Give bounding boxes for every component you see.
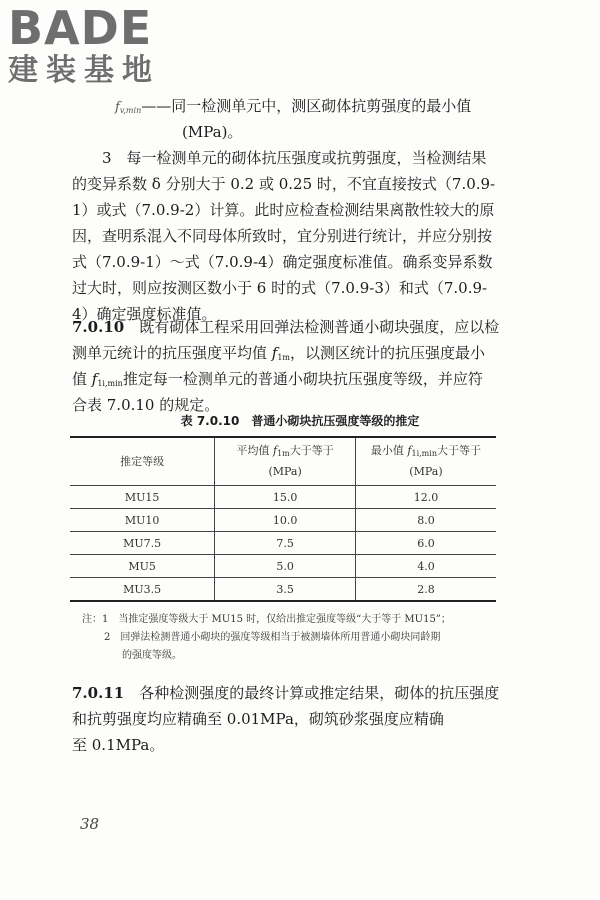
- para3-line-5: 式（7.0.9-1）～式（7.0.9-4）确定强度标准值。确系变异系数: [72, 253, 493, 271]
- table-row: MU15 15.0 12.0: [70, 486, 496, 509]
- para3-line-2: 的变异系数 δ 分别大于 0.2 或 0.25 时，不宜直接按式（7.0.9-: [72, 175, 496, 193]
- header-mean: 平均值 $f_{1m}$大于等于 (MPa): [215, 437, 356, 486]
- table-note-2: 2 回弹法检测普通小砌块的强度等级相当于被测墙体所用普通小砌块同龄期: [104, 632, 441, 643]
- table-caption: 表 7.0.10 普通小砌块抗压强度等级的推定: [180, 414, 420, 428]
- para3-line-6: 过大时，则应按测区数小于 6 时的式（7.0.9-3）和式（7.0.9-: [72, 279, 488, 297]
- logo-latin-text: BADE: [8, 1, 153, 55]
- table-note-1: 注：1 当推定强度等级大于 MU15 时，仅给出推定强度等级“大于等于 MU15”；: [82, 614, 451, 625]
- para3-line-4: 因，查明系混入不同母体所致时，宜分别进行统计，并应分别按: [72, 227, 493, 245]
- clause-7010-line-3: 值 $f_{1i,min}$推定每一检测单元的普通小砌块抗压强度等级，并应符: [72, 370, 483, 388]
- definition-symbol: $f_{v,min}$: [115, 100, 142, 115]
- clause-7010-line-4: 合表 7.0.10 的规定。: [72, 396, 220, 414]
- clause-7011-line-3: 至 0.1MPa。: [72, 736, 165, 754]
- header-grade: 推定等级: [70, 437, 215, 486]
- logo-cjk-text: 建装基地: [8, 53, 160, 88]
- clause-7010-line-2: 测单元统计的抗压强度平均值 $f_{1m}$，以测区统计的抗压强度最小: [72, 344, 486, 362]
- para3-line-1: 3 每一检测单元的砌体抗压强度或抗剪强度，当检测结果: [102, 149, 487, 167]
- table-row: MU3.5 3.5 2.8: [70, 578, 496, 602]
- header-min: 最小值 $f_{1i,min}$大于等于 (MPa): [355, 437, 496, 486]
- clause-7010-line-1: 7.0.10 既有砌体工程采用回弹法检测普通小砌块强度，应以检: [72, 318, 500, 336]
- para3-line-3: 1）或式（7.0.9-2）计算。此时应检查检测结果离散性较大的原: [72, 201, 495, 219]
- definition-line: [115, 93, 471, 124]
- clause-number: 7.0.10: [72, 318, 125, 336]
- table-row: MU7.5 7.5 6.0: [70, 532, 496, 555]
- definition-text: ——同一检测单元中，测区砌体抗剪强度的最小值: [141, 97, 472, 115]
- strength-grade-table: [70, 436, 496, 602]
- table-row: MU5 5.0 4.0: [70, 555, 496, 578]
- clause-7011-line-1: 7.0.11 各种检测强度的最终计算或推定结果，砌体的抗压强度: [72, 684, 500, 702]
- clause-number: 7.0.11: [72, 684, 125, 702]
- page-number: 38: [80, 815, 100, 833]
- table-note-2-cont: 的强度等级。: [122, 650, 182, 661]
- definition-unit: (MPa)。: [182, 123, 243, 141]
- watermark-logo: [8, 1, 160, 88]
- clause-7011-line-2: 和抗剪强度均应精确至 0.01MPa，砌筑砂浆强度应精确: [72, 710, 444, 728]
- para3-line-7: 4）确定强度标准值。: [72, 305, 217, 323]
- table-row: MU10 10.0 8.0: [70, 509, 496, 532]
- table-header-row: [70, 437, 496, 486]
